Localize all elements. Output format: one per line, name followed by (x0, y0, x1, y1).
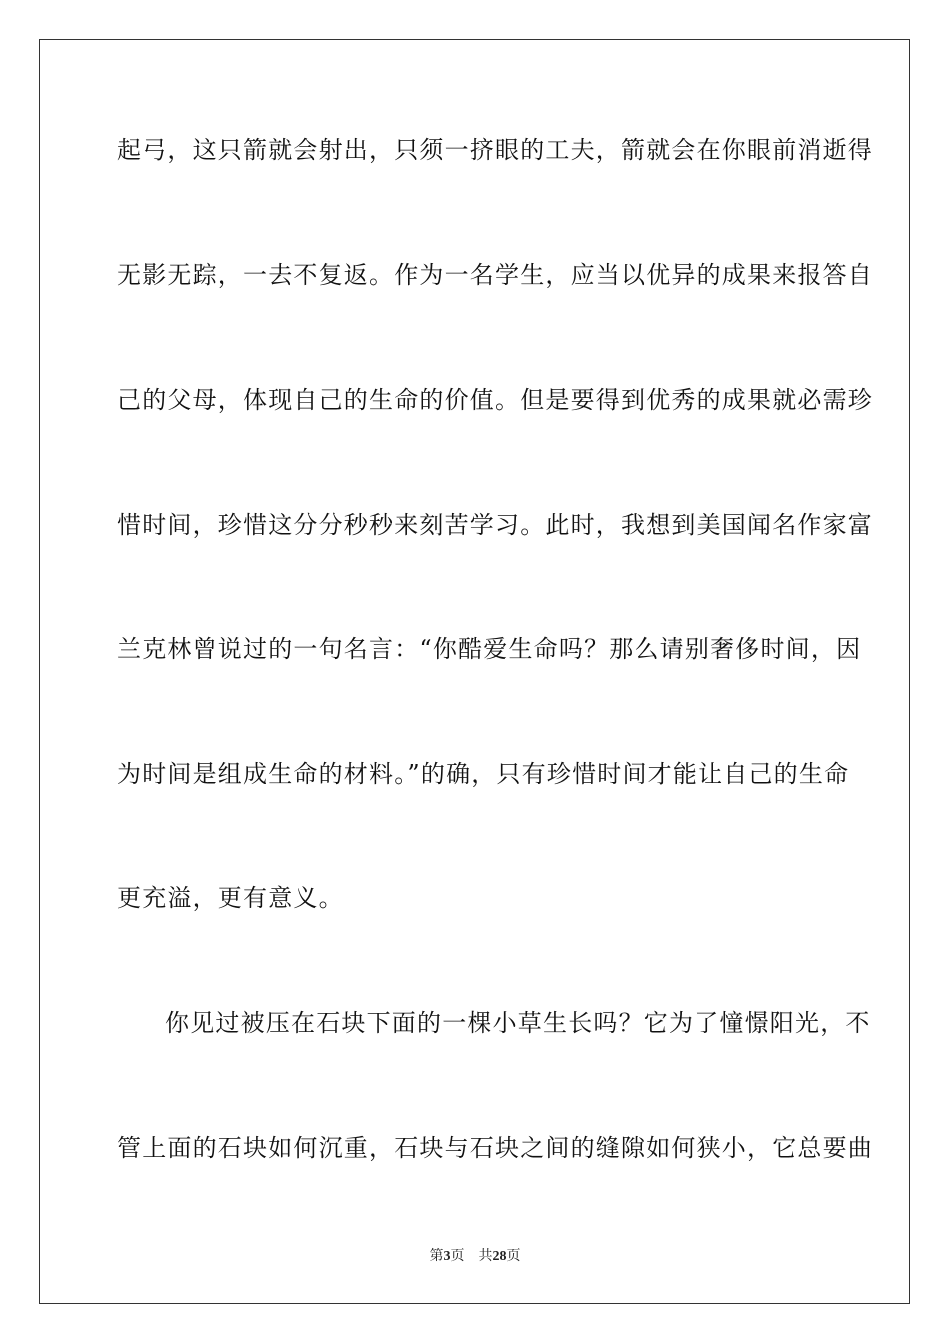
text-line-2: 无影无踪，一去不复返。作为一名学生，应当以优异的成果来报答自 (117, 261, 873, 289)
text-line-7: 更充溢，更有意义。 (117, 884, 344, 912)
paragraph-first-line: 你见过被压在石块下面的一棵小草生长吗？它为了憧憬阳光，不 (165, 1009, 871, 1037)
footer-page-prefix: 第 (429, 1248, 444, 1264)
text-line-4: 惜时间，珍惜这分分秒秒来刻苦学习。此时，我想到美国闻名作家富 (117, 511, 873, 539)
text-line-9: 管上面的石块如何沉重，石块与石块之间的缝隙如何狭小，它总要曲 (117, 1134, 873, 1162)
footer-total-pages: 28 (492, 1249, 507, 1264)
footer-total-prefix: 共 (478, 1248, 493, 1264)
footer-total-suffix: 页 (506, 1248, 521, 1264)
text-line-6: 为时间是组成生命的材料。”的确，只有珍惜时间才能让自己的生命 (117, 760, 850, 788)
footer-page-suffix: 页 (450, 1248, 465, 1264)
text-line-5: 兰克林曾说过的一句名言：“你酷爱生命吗？那么请别奢侈时间，因 (117, 635, 862, 663)
text-line-1: 起弓，这只箭就会射出，只须一挤眼的工夫，箭就会在你眼前消逝得 (117, 136, 873, 164)
footer-page-number: 3 (443, 1249, 451, 1264)
page-footer (0, 1246, 950, 1267)
text-line-3: 己的父母，体现自己的生命的价值。但是要得到优秀的成果就必需珍 (117, 386, 873, 414)
page-border (39, 39, 910, 1304)
